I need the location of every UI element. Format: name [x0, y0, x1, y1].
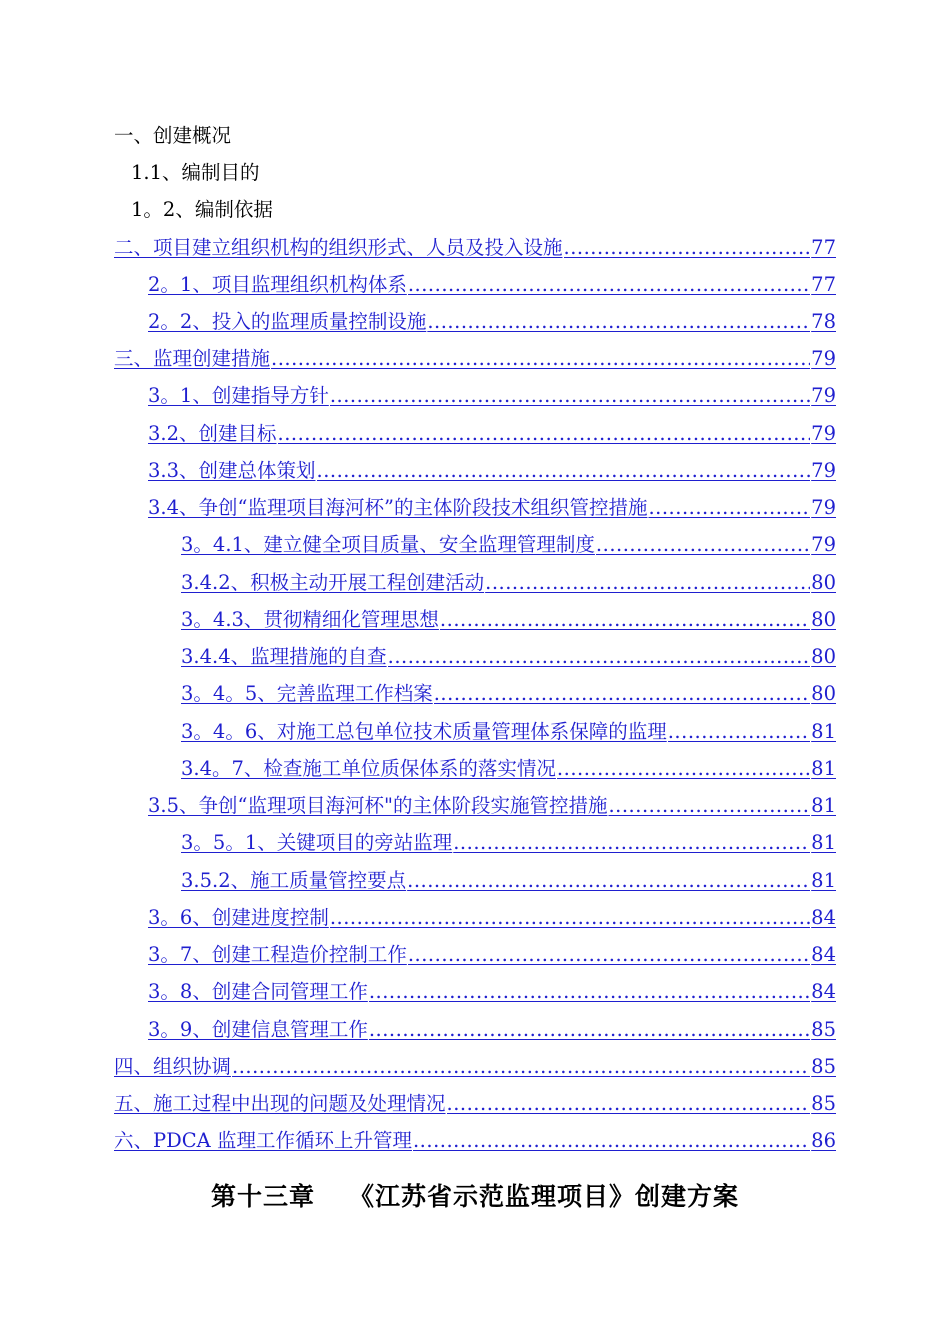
toc-entry-label: 3。9、创建信息管理工作 — [148, 1018, 368, 1041]
toc-entry[interactable] — [181, 717, 836, 747]
toc-entry-page: 84 — [811, 906, 836, 929]
toc-entry-label: 五、施工过程中出现的问题及处理情况 — [114, 1092, 446, 1115]
toc-entry-page: 77 — [811, 236, 836, 259]
toc-entry-label: 3.4。7、检查施工单位质保体系的落实情况 — [181, 757, 556, 780]
toc-entry-page: 81 — [811, 757, 836, 780]
toc-entry-label: 3。6、创建进度控制 — [148, 906, 329, 929]
toc-entry-page: 84 — [811, 943, 836, 966]
toc-entry-label: 3。4。6、对施工总包单位技术质量管理体系保障的监理 — [181, 720, 667, 743]
toc-leader-dots — [427, 307, 810, 337]
toc-entry[interactable] — [148, 419, 836, 449]
toc-entry-page: 84 — [811, 980, 836, 1003]
toc-entry[interactable] — [181, 530, 836, 560]
toc-entry-label: 三、监理创建措施 — [114, 347, 271, 370]
toc-entry-page: 80 — [811, 645, 836, 668]
toc-entry-label: 3。7、创建工程造价控制工作 — [148, 943, 407, 966]
toc-entry-page: 80 — [811, 571, 836, 594]
toc-leader-dots — [668, 717, 810, 747]
toc-entry[interactable] — [148, 903, 836, 933]
toc-entry-page: 79 — [811, 422, 836, 445]
toc-leader-dots — [564, 233, 811, 263]
toc-entry[interactable] — [114, 1126, 836, 1156]
toc-entry[interactable] — [148, 940, 836, 970]
toc-leader-dots — [408, 940, 810, 970]
toc-entry-label: 3.4.2、积极主动开展工程创建活动 — [181, 571, 485, 594]
toc-entry[interactable] — [148, 977, 836, 1007]
toc-leader-dots — [434, 679, 810, 709]
toc-entry-label: 3.4、争创“监理项目海河杯”的主体阶段技术组织管控措施 — [148, 496, 648, 519]
toc-entry[interactable] — [181, 754, 836, 784]
toc-entry[interactable] — [148, 270, 836, 300]
toc-entry[interactable] — [148, 791, 836, 821]
toc-entry-label: 3.4.4、监理措施的自查 — [181, 645, 387, 668]
toc-entry-label: 3。1、创建指导方针 — [148, 384, 329, 407]
toc-leader-dots — [271, 344, 810, 374]
toc-entry[interactable] — [181, 605, 836, 635]
toc-leader-dots — [278, 419, 811, 449]
toc-entry-label: 四、组织协调 — [114, 1055, 232, 1078]
toc-leader-dots — [317, 456, 811, 486]
toc-entry-page: 79 — [811, 347, 836, 370]
toc-heading-purpose: 1.1、编制目的 — [131, 161, 260, 184]
toc-entry[interactable] — [181, 828, 836, 858]
toc-entry-label: 3。5。1、关键项目的旁站监理 — [181, 831, 453, 854]
toc-entry-page: 85 — [811, 1092, 836, 1115]
toc-entry-page: 86 — [811, 1129, 836, 1152]
toc-leader-dots — [407, 866, 810, 896]
toc-leader-dots — [648, 493, 810, 523]
toc-leader-dots — [447, 1089, 811, 1119]
toc-entry[interactable] — [181, 866, 836, 896]
toc-entry-label: 六、PDCA 监理工作循环上升管理 — [114, 1129, 412, 1152]
toc-leader-dots — [608, 791, 810, 821]
toc-leader-dots — [408, 270, 810, 300]
toc-entry-page: 81 — [811, 831, 836, 854]
toc-entry-page: 81 — [811, 720, 836, 743]
toc-entry[interactable] — [148, 1015, 836, 1045]
toc-entry-page: 85 — [811, 1055, 836, 1078]
toc-entry-label: 3。8、创建合同管理工作 — [148, 980, 368, 1003]
chapter-title: 《江苏省示范监理项目》创建方案 — [349, 1182, 740, 1211]
chapter-number: 第十三章 — [210, 1182, 315, 1211]
toc-entry[interactable] — [181, 568, 836, 598]
toc-entry[interactable] — [114, 233, 836, 263]
toc-entry-page: 78 — [811, 310, 836, 333]
toc-entry[interactable] — [148, 493, 836, 523]
toc-entry-label: 2。1、项目监理组织机构体系 — [148, 273, 407, 296]
toc-entry-page: 81 — [811, 794, 836, 817]
toc-entry-label: 二、项目建立组织机构的组织形式、人员及投入设施 — [114, 236, 563, 259]
toc-leader-dots — [369, 977, 810, 1007]
toc-entry-page: 79 — [811, 496, 836, 519]
chapter-heading — [0, 1177, 950, 1217]
toc-entry-page: 79 — [811, 459, 836, 482]
toc-entry-page: 77 — [811, 273, 836, 296]
toc-entry[interactable] — [181, 679, 836, 709]
toc-leader-dots — [330, 903, 810, 933]
toc-entry[interactable] — [148, 307, 836, 337]
toc-leader-dots — [485, 568, 810, 598]
toc-leader-dots — [330, 381, 810, 411]
toc-leader-dots — [440, 605, 810, 635]
toc-entry[interactable] — [114, 344, 836, 374]
toc-entry[interactable] — [114, 1089, 836, 1119]
toc-entry-page: 79 — [811, 533, 836, 556]
toc-heading-basis: 1。2、编制依据 — [131, 198, 273, 221]
toc-entry[interactable] — [148, 456, 836, 486]
toc-entry-label: 3。4.3、贯彻精细化管理思想 — [181, 608, 439, 631]
toc-entry-label: 2。2、投入的监理质量控制设施 — [148, 310, 427, 333]
toc-entry-page: 80 — [811, 608, 836, 631]
toc-leader-dots — [596, 530, 810, 560]
toc-entry-page: 85 — [811, 1018, 836, 1041]
toc-leader-dots — [232, 1052, 810, 1082]
toc-entry-label: 3.2、创建目标 — [148, 422, 277, 445]
toc-entry-label: 3。4.1、建立健全项目质量、安全监理管理制度 — [181, 533, 595, 556]
toc-entry-page: 79 — [811, 384, 836, 407]
toc-entry-label: 3.3、创建总体策划 — [148, 459, 316, 482]
toc-entry-label: 3。4。5、完善监理工作档案 — [181, 682, 433, 705]
toc-leader-dots — [557, 754, 810, 784]
toc-leader-dots — [388, 642, 811, 672]
toc-leader-dots — [413, 1126, 810, 1156]
toc-heading-overview: 一、创建概况 — [114, 124, 232, 147]
toc-leader-dots — [369, 1015, 810, 1045]
toc-entry[interactable] — [114, 1052, 836, 1082]
toc-entry-page: 80 — [811, 682, 836, 705]
toc-entry-page: 81 — [811, 869, 836, 892]
toc-entry-label: 3.5、争创“监理项目海河杯"的主体阶段实施管控措施 — [148, 794, 608, 817]
toc-leader-dots — [453, 828, 810, 858]
toc-entry[interactable] — [148, 381, 836, 411]
toc-entry-label: 3.5.2、施工质量管控要点 — [181, 869, 407, 892]
toc-entry[interactable] — [181, 642, 836, 672]
